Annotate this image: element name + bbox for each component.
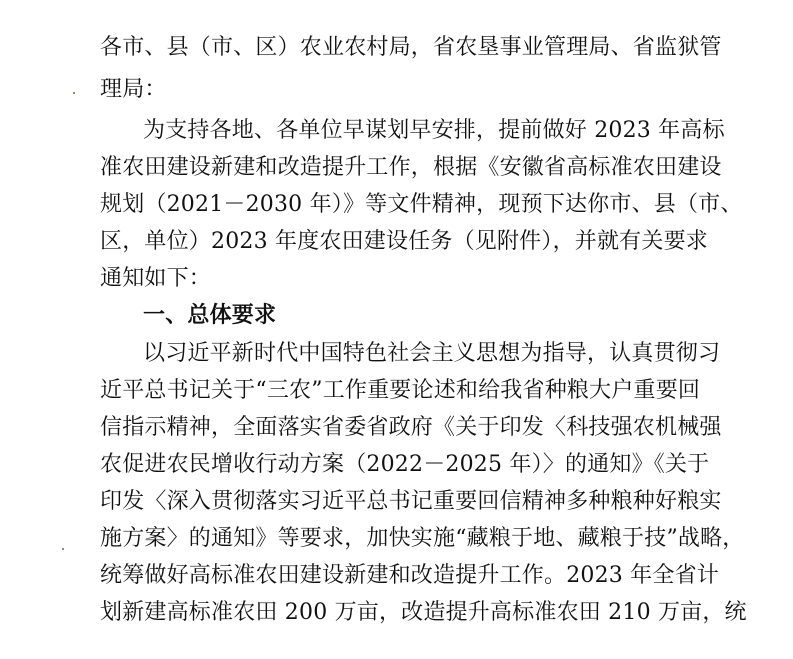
paragraph-2-line-2: 近平总书记关于“三农”工作重要论述和给我省种粮大户重要回 <box>100 378 701 403</box>
scan-speck <box>62 548 64 550</box>
paragraph-2-line-3: 信指示精神，全面落实省委省政府《关于印发〈科技强农机械强 <box>100 415 722 440</box>
paragraph-1-line-3: 规划（2021－2030 年）》等文件精神，现预下达你市、县（市、 <box>100 192 743 217</box>
paragraph-1-line-4: 区，单位）2023 年度农田建设任务（见附件），并就有关要求 <box>100 229 708 254</box>
paragraph-1-line-2: 准农田建设新建和改造提升工作，根据《安徽省高标准农田建设 <box>100 155 722 180</box>
paragraph-1-line-5: 通知如下： <box>100 266 212 291</box>
text-line-2: 理局： <box>100 77 167 102</box>
paragraph-2-line-4: 农促进农民增收行动方案（2022－2025 年）〉的通知》《关于 <box>100 452 710 477</box>
paragraph-2-line-6: 施方案〉的通知》等要求，加快实施“藏粮于地、藏粮于技”战略， <box>100 526 745 551</box>
paragraph-2-line-7: 统筹做好高标准农田建设新建和改造提升工作。2023 年全省计 <box>100 563 719 588</box>
section-heading: 一、总体要求 <box>143 303 277 328</box>
paragraph-2-line-8: 划新建高标准农田 200 万亩，改造提升高标准农田 210 万亩，统 <box>100 600 747 625</box>
text-line-1: 各市、县（市、区）农业农村局，省农垦事业管理局、省监狱管 <box>100 35 722 60</box>
scan-speck <box>73 92 75 94</box>
paragraph-1-line-1: 为支持各地、各单位早谋划早安排，提前做好 2023 年高标 <box>143 118 725 143</box>
paragraph-2-line-1: 以习近平新时代中国特色社会主义思想为指导，认真贯彻习 <box>143 341 721 366</box>
paragraph-2-line-5: 印发〈深入贯彻落实习近平总书记重要回信精神多种粮种好粮实 <box>100 489 722 514</box>
